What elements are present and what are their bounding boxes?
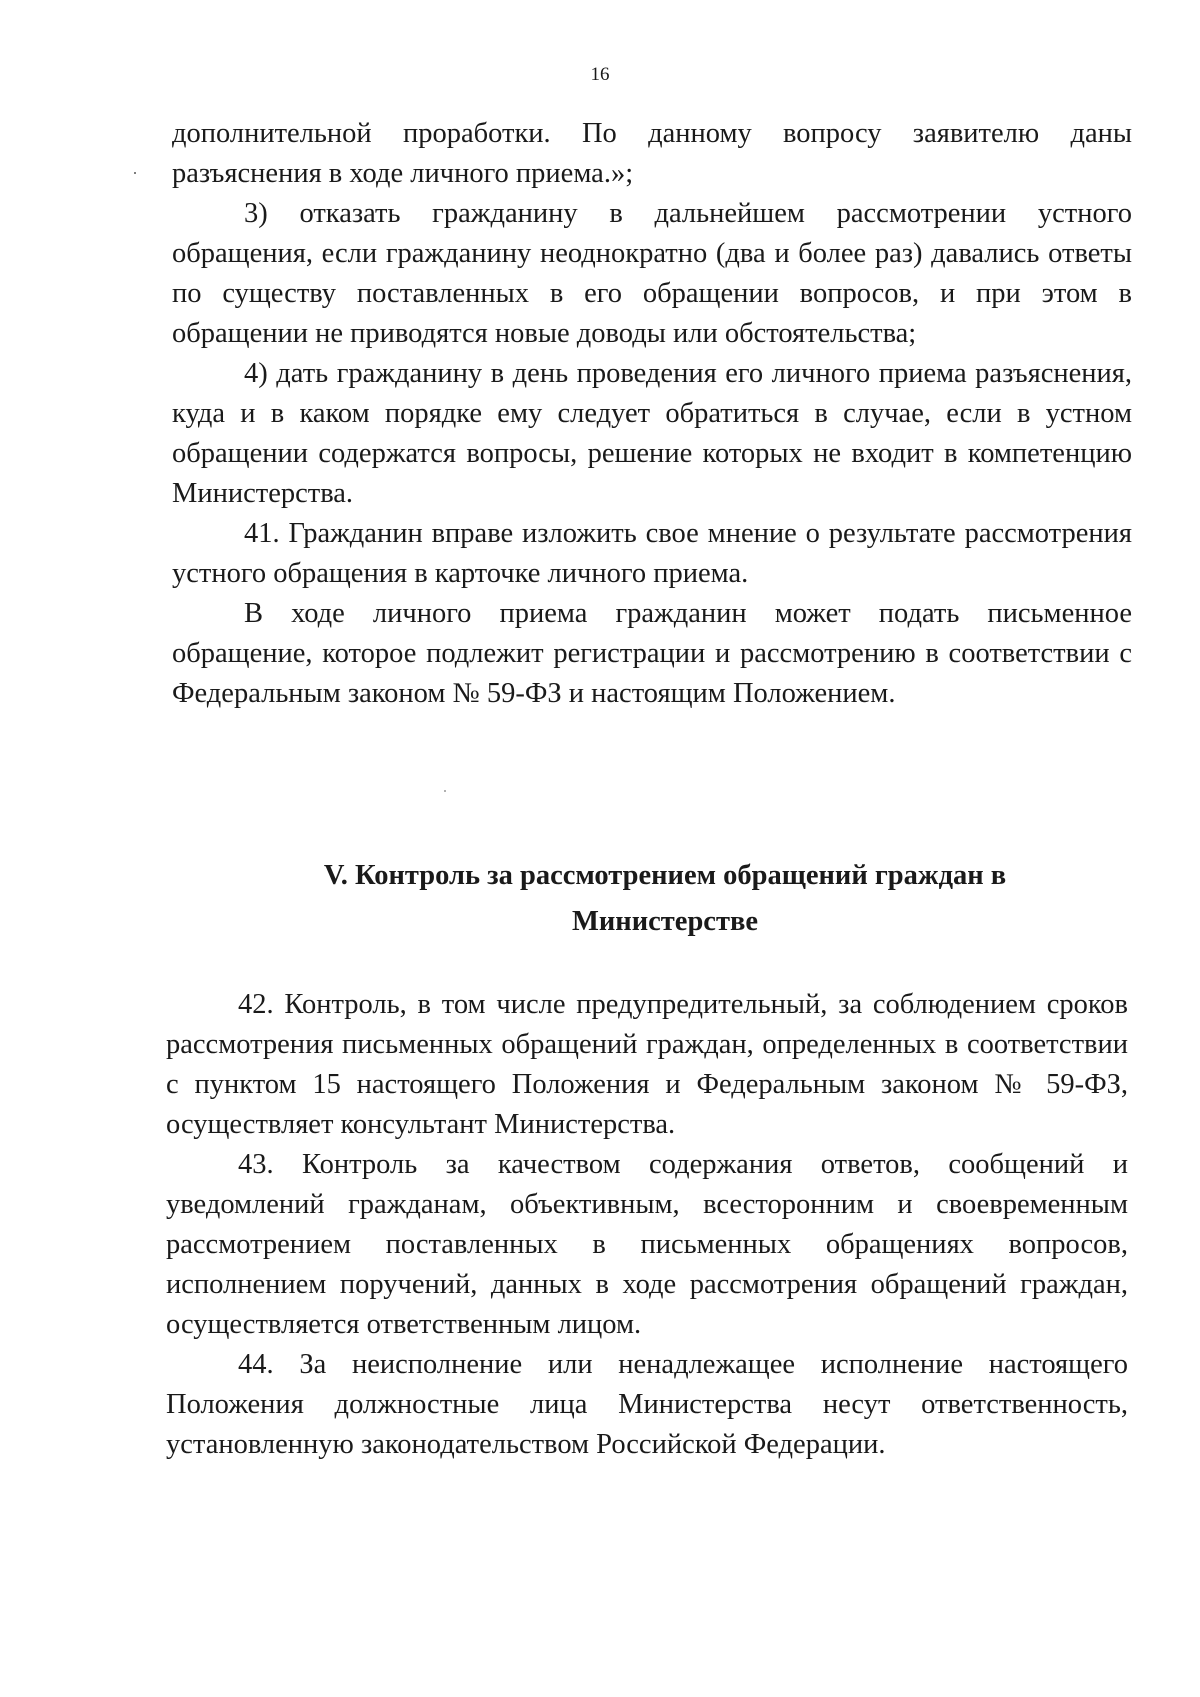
paragraph-item-3: 3) отказать гражданину в дальнейшем рассмотрении устного обращения, если гражданину неоднократно (два и более раз) давались ответы по существу поставленных в его обращении вопросов, и при этом в обращении не приводятся новые доводы или обстоятельства; [172,198,1132,349]
scan-mark [134,172,136,174]
section-heading: V. Контроль за рассмотрением обращений граждан в Министерстве [323,860,1007,937]
paragraph-43: 43. Контроль за качеством содержания ответов, сообщений и уведомлений гражданам, объективным, всесторонним и своевременным рассмотрением поставленных в письменных обращениях вопросов, исполнением поручений, данных в ходе рассмотрения обращений граждан, осуществляется ответственным лицом. [166,1149,1128,1340]
paragraph-written-appeal: В ходе личного приема гражданин может подать письменное обращение, которое подлежит регистрации и рассмотрению в соответствии с Федеральным законом № 59-ФЗ и настоящим Положением. [172,598,1132,709]
paragraph-42: 42. Контроль, в том числе предупредительный, за соблюдением сроков рассмотрения письменных обращений граждан, определенных в соответствии с пунктом 15 настоящего Положения и Федеральным законом № 59-ФЗ, осуществляет консультант Министерства. [166,989,1128,1140]
paragraph-continuation: дополнительной проработки. По данному вопросу заявителю даны разъяснения в ходе личного приема.»; [172,118,1132,189]
page-number: 16 [590,64,610,85]
top-text-block [172,114,1132,714]
paragraph-41: 41. Гражданин вправе изложить свое мнение о результате рассмотрения устного обращения в карточке личного приема. [172,518,1132,589]
bottom-text-block [166,985,1128,1465]
scan-speck [444,790,446,792]
paragraph-item-4: 4) дать гражданину в день проведения его личного приема разъяснения, куда и в каком порядке ему следует обратиться в случае, если в устном обращении содержатся вопросы, решение которых не входит в компетенцию Министерства. [172,358,1132,509]
paragraph-44: 44. За неисполнение или ненадлежащее исполнение настоящего Положения должностные лица Министерства несут ответственность, установленную законодательством Российской Федерации. [166,1349,1128,1460]
